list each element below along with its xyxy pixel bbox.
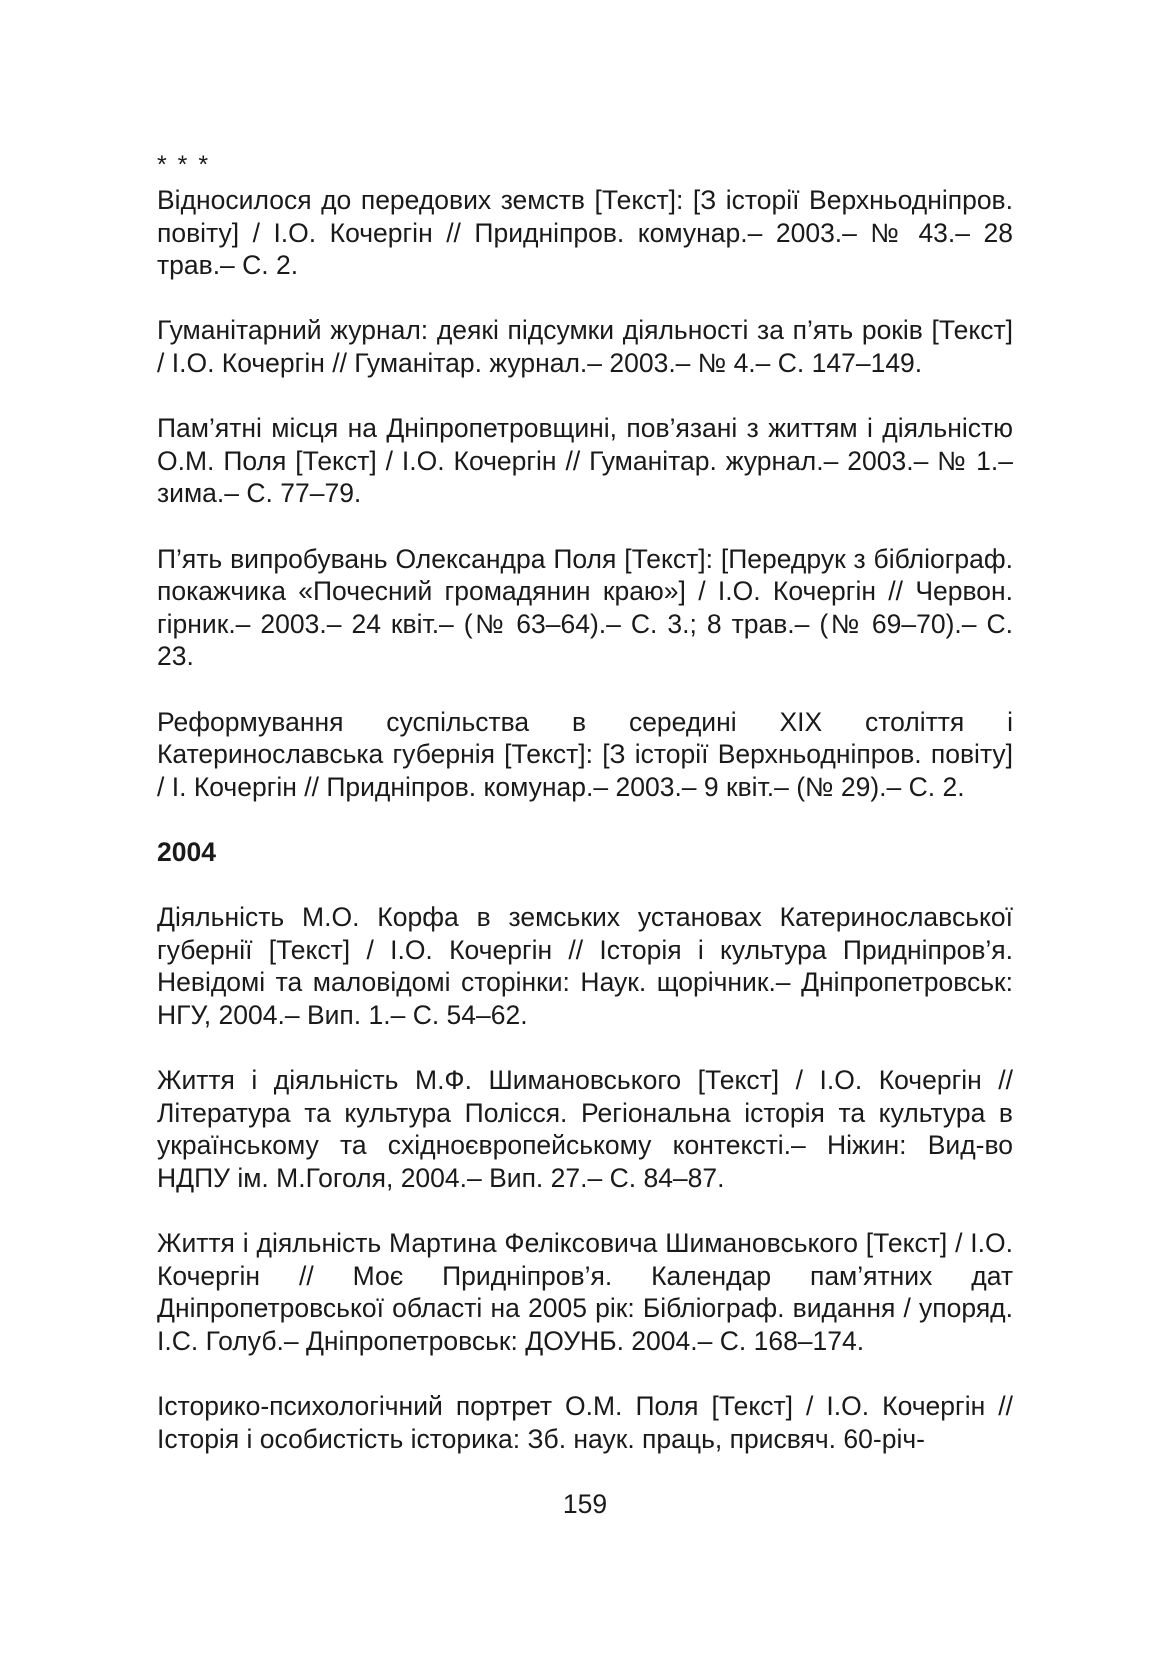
bibliography-entry: Історико-психологічний портрет О.М. Поля [Текст] / І.О. Кочергін // Історія і особистість історика: Зб. наук. праць, присвяч. 60-річ- [157,1390,1013,1454]
bibliography-entry: Відносилося до передових земств [Текст]: [З історії Верхньодніпров. повіту] / І.О. Кочергін // Придніпров. комунар.– 2003.– № 43.– 28 трав.– С. 2. [157,185,1013,281]
bibliography-entry: Життя і діяльність Мартина Феліксовича Шимановського [Текст] / І.О. Кочергін // Моє Придніпров’я. Календар пам’ятних дат Дніпропетровської області на 2005 рік: Бібліограф. видання / упоряд. І.С. Голуб.– Дніпропетровськ: ДОУНБ. 2004.– С. 168–174. [157,1228,1013,1356]
page-content [157,150,1013,1488]
bibliography-entry: Реформування суспільства в середині XIX століття і Катеринославська губернія [Текст]: [З історії Верхньодніпров. повіту] / І. Кочергін // Придніпров. комунар.– 2003.– 9 квіт.– (№ 29).– С. 2. [157,706,1013,802]
page-number: 159 [562,1489,608,1519]
bibliography-entry: Діяльність М.О. Корфа в земських установах Катеринославської губернії [Текст] / І.О. Кочергін // Історія і культура Придніпров’я. Невідомі та маловідомі сторінки: Наук. щорічник.– Дніпропетровськ: НГУ, 2004.– Вип. 1.– С. 54–62. [157,902,1013,1030]
section-separator: * * * [157,151,211,179]
year-heading: 2004 [157,836,216,867]
bibliography-entry: Пам’ятні місця на Дніпропетровщині, пов’язані з життям і діяльністю О.М. Поля [Текст] / І.О. Кочергін // Гуманітар. журнал.– 2003.– № 1.– зима.– С. 77–79. [157,413,1013,509]
bibliography-entry: П’ять випробувань Олександра Поля [Текст]: [Передрук з бібліограф. покажчика «Почесний громадянин краю»] / І.О. Кочергін // Червон. гірник.– 2003.– 24 квіт.– (№ 63–64).– С. 3.; 8 трав.– (№ 69–70).– С. 23. [157,543,1013,672]
bibliography-entry: Гуманітарний журнал: деякі підсумки діяльності за п’ять років [Текст] / І.О. Кочергін // Гуманітар. журнал.– 2003.– № 4.– С. 147–149. [157,315,1013,378]
bibliography-entry: Життя і діяльність М.Ф. Шимановського [Текст] / І.О. Кочергін // Література та культура Полісся. Регіональна історія та культура в українському та східноєвропейському контексті.– Ніжин: Вид-во НДПУ ім. М.Гоголя, 2004.– Вип. 27.– С. 84–87. [157,1065,1013,1193]
